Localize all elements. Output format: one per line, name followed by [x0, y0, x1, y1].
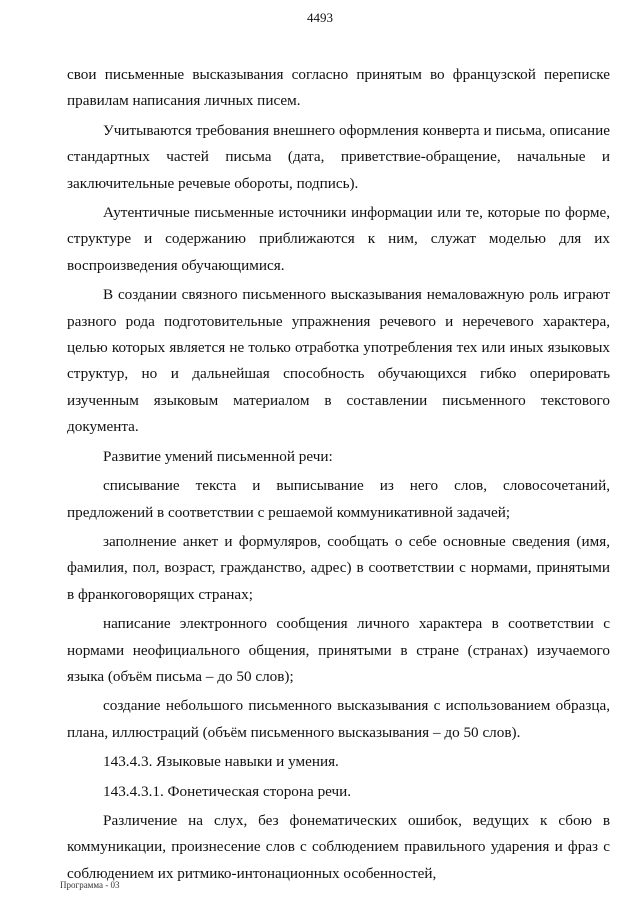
paragraph-5: Развитие умений письменной речи:	[103, 447, 333, 465]
paragraph-9: создание небольшого письменного высказывания с использованием образца, плана, иллюстраций (объём письменного высказывания – до 50 слов).	[67, 697, 610, 741]
section-heading-143-4-3-1: 143.4.3.1. Фонетическая сторона речи.	[103, 782, 352, 800]
paragraph-2: Учитываются требования внешнего оформления конверта и письма, описание стандартных частей письма (дата, приветствие-обращение, начальные и заключительные речевые обороты, подпись).	[67, 121, 610, 192]
paragraph-12: Различение на слух, без фонематических ошибок, ведущих к сбою в коммуникации, произнесение слов с соблюдением правильного ударения и фраз с соблюдением их ритмико-интонационных особенностей,	[67, 811, 610, 882]
paragraph-1: свои письменные высказывания согласно принятым во французской переписке правилам написания личных писем.	[67, 66, 610, 110]
paragraph-3: Аутентичные письменные источники информации или те, которые по форме, структуре и содержанию приближаются к ним, служат моделью для их воспроизведения обучающимися.	[67, 204, 610, 274]
paragraph-8: написание электронного сообщения личного характера в соответствии с нормами неофициального общения, принятыми в стране (странах) изучаемого языка (объём письма – до 50 слов);	[67, 615, 610, 685]
section-heading-143-4-3: 143.4.3. Языковые навыки и умения.	[103, 753, 339, 771]
document-body	[67, 62, 610, 890]
paragraph-7: заполнение анкет и формуляров, сообщать о себе основные сведения (имя, фамилия, пол, возраст, гражданство, адрес) в соответствии с нормами, принятыми в франкоговорящих странах;	[67, 532, 610, 603]
footer-label: Программа - 03	[60, 880, 120, 890]
paragraph-4: В создании связного письменного высказывания немаловажную роль играют разного рода подготовительные упражнения речевого и неречевого характера, целью которых является не только отработка употребления тех или иных языковых структур, но и дальнейшая способность обучающихся гибко оперировать изученным языковым материалом в составлении письменного текстового документа.	[67, 286, 610, 436]
page-number: 4493	[307, 10, 333, 25]
paragraph-6: списывание текста и выписывание из него слов, словосочетаний, предложений в соответствии с решаемой коммуникативной задачей;	[67, 477, 610, 521]
